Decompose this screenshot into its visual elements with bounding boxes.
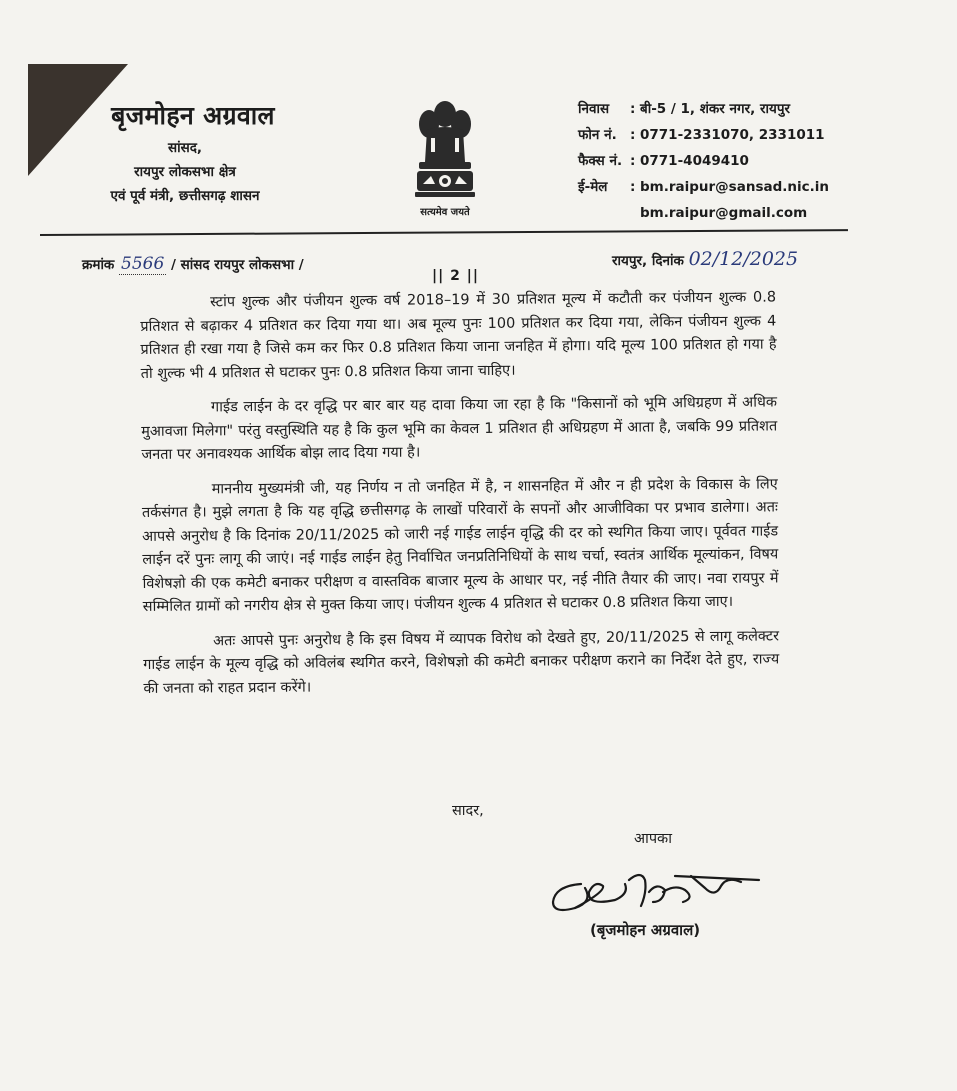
email-label: ई-मेल (578, 179, 608, 195)
paragraph-4: अतः आपसे पुनः अनुरोध है कि इस विषय में व्यापक विरोध को देखते हुए, 20/11/2025 से लागू कलेक्टर गाईड लाईन के मूल्य वृद्धि को अविलंब स्थगित करने, विशेषज्ञो की कमेटी बनाकर परीक्षण कराने का निर्देश देते हुए, राज्य की जनता को राहत प्रदान करेंगे। (143, 627, 780, 697)
fax-label: फैक्स नं. (578, 153, 623, 169)
date-value: 02/12/2025 (688, 248, 799, 270)
address-label: निवास (578, 101, 610, 117)
emblem-motto: सत्यमेव जयते (420, 207, 470, 218)
sender-designation: सांसद, (167, 140, 203, 156)
email-row-2 (578, 200, 829, 226)
header-divider (40, 229, 848, 236)
reference-suffix: / सांसद रायपुर लोकसभा / (170, 257, 304, 273)
national-emblem (404, 94, 486, 218)
fax-value: 0771-4049410 (640, 153, 749, 169)
email-row: ई-मेल : bm.raipur@sansad.nic.in (578, 174, 829, 200)
reference-line (82, 254, 304, 274)
reference-prefix: क्रमांक (82, 257, 115, 273)
email-value-1[interactable]: bm.raipur@sansad.nic.in (640, 179, 829, 195)
paragraph-3: माननीय मुख्यमंत्री जी, यह निर्णय न तो जनहित में है, न शासनहित में और न ही प्रदेश के विकास के लिए तर्कसंगत है। मुझे लगता है कि यह वृद्धि छत्तीसगढ़ के लाखों परिवारों के सपनों और आजीविका पर प्रभाव डालेगा। अतः आपसे अनुरोध है कि दिनांक 20/11/2025 को जारी नई गाईड लाईन वृद्धि की दर को स्थगित किया जाए। पूर्ववत गाईड लाईन दरें पुनः लागू की जाएं। नई गाईड लाईन हेतु निर्वाचित जनप्रतिनिधियों के साथ चर्चा, स्वतंत्र आर्थिक मूल्यांकन, विषय विशेषज्ञो की एक कमेटी बनाकर परीक्षण व वास्तविक बाजार मूल्य के आधार पर, नई नीति तैयार की जाए। नवा रायपुर में सम्मिलित ग्रामों को नगरीय क्षेत्र से मुक्त किया जाए। पंजीयन शुल्क 4 प्रतिशत से घटाकर 0.8 प्रतिशत किया जाए। (141, 475, 779, 615)
sender-block (70, 98, 300, 204)
date-line (612, 248, 798, 270)
address-row: निवास : बी-5 / 1, शंकर नगर, रायपुर (578, 96, 829, 122)
sender-former-post: एवं पूर्व मंत्री, छत्तीसगढ़ शासन (110, 188, 260, 204)
address-value: बी-5 / 1, शंकर नगर, रायपुर (640, 101, 791, 117)
reference-number: 5566 (121, 254, 165, 274)
page-number: || 2 || (432, 268, 479, 284)
sender-constituency: रायपुर लोकसभा क्षेत्र (134, 164, 236, 180)
fax-row: फैक्स नं. : 0771-4049410 (578, 148, 829, 174)
letter-body (140, 286, 780, 712)
paragraph-1: स्टांप शुल्क और पंजीयन शुल्क वर्ष 2018–19 में 30 प्रतिशत मूल्य में कटौती कर पंजीयन शुल्क 0.8 प्रतिशत से बढ़ाकर 4 प्रतिशत कर दिया गया था। अब मूल्य पुनः 100 प्रतिशत कर दिया गया, लेकिन पंजीयन शुल्क 4 प्रतिशत ही रखा गया है जिसे कम कर फिर 0.8 प्रतिशत किया जाना जनहित में होगा। यदि मूल्य 100 प्रतिशत हो गया है तो शुल्क भी 4 प्रतिशत से घटाकर पुनः 0.8 प्रतिशत किया जाना चाहिए। (140, 289, 777, 382)
signatory-name: (बृजमोहन अग्रवाल) (590, 921, 701, 939)
lion-capital-icon (409, 94, 481, 202)
date-label: रायपुर, दिनांक (612, 253, 684, 269)
contact-block (578, 96, 829, 226)
paragraph-2: गाईड लाईन के दर वृद्धि पर बार बार यह दावा किया जा रहा है कि "किसानों को भूमि अधिग्रहण में अधिक मुआवजा मिलेगा" परंतु वस्तुस्थिति यह है कि कुल भूमि का केवल 1 प्रतिशत ही अधिग्रहण में आता है, जबकि 99 प्रतिशत जनता पर अनावश्यक आर्थिक बोझ लाद दिया गया है। (141, 394, 778, 463)
phone-row: फोन नं. : 0771-2331070, 2331011 (578, 122, 829, 148)
closing-salutation: सादर, (452, 803, 484, 819)
phone-value: 0771-2331070, 2331011 (640, 127, 825, 143)
yours-text: आपका (634, 831, 672, 847)
phone-label: फोन नं. (578, 127, 617, 143)
email-value-2[interactable]: bm.raipur@gmail.com (640, 205, 808, 221)
sender-name: बृजमोहन अग्रवाल (111, 101, 275, 130)
